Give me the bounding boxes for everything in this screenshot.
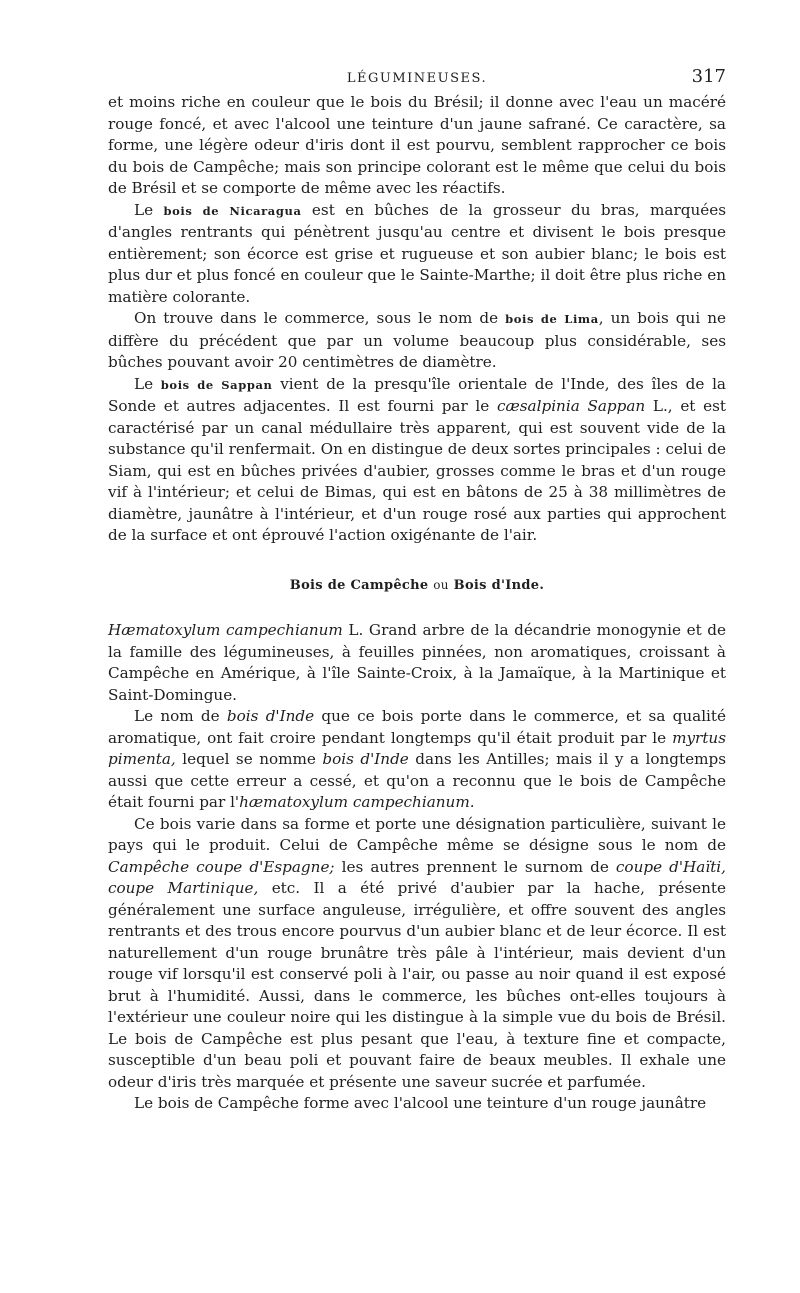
page-header (108, 66, 726, 92)
running-head: LÉGUMINEUSES. (346, 71, 488, 86)
book-page (108, 66, 726, 1115)
term-bois-de-sappan: bois de Sappan (160, 377, 273, 392)
latin-caesalpinia-sappan: cæsalpinia Sappan (496, 397, 646, 415)
term-bois-de-nicaragua: bois de Nicaragua (163, 203, 302, 218)
paragraph-teinture-alcool: Le bois de Campêche forme avec l'alcool une teinture d'un rouge jaunâtre (134, 1094, 707, 1112)
term-bois-de-lima: bois de Lima (505, 312, 599, 326)
paragraph-bresil-continuation: et moins riche en couleur que le bois du Brésil; il donne avec l'eau un macéré rouge foncé, et avec l'alcool une teinture d'un jaune safrané. Ce caractère, sa forme, une légère odeur d'iris dont il est pourvu, semblent rapprocher ce bois du bois de Campêche; mais son principe colorant est le même que celui du bois de Brésil et se comporte de même avec les réactifs. (108, 93, 726, 197)
paragraph-sappan: Le bois de Sappan vient de la presqu'île orientale de l'Inde, des îles de la Sonde et autres adjacentes. Il est fourni par le cæsalpinia Sappan L., et est caractérisé par un canal médullaire très apparent, qui est souvent vide de la substance qu'il renfermait. On en distingue de deux sortes principales : celui de Siam, qui est en bûches privées d'aubier, grosses comme le bras et d'un rouge vif à l'intérieur; et celui de Bimas, qui est en bâtons de 25 à 38 millimètres de diamètre, jaunâtre à l'intérieur, et d'un rouge rosé aux parties qui approchent de la surface et ont éprouvé l'action oxigénante de l'air. (108, 374, 726, 544)
paragraph-nom-bois-d-inde: Le nom de bois d'Inde que ce bois porte dans le commerce, et sa qualité aromatique, ont fait croire pendant longtemps qu'il était produit par le myrtus pimenta, lequel se nomme bois d'Inde dans les Antilles; mais il y a longtemps aussi que cette erreur a cessé, et qu'on a reconnu que le bois de Campêche était fourni par l'hæmatoxylum campechianum. (108, 707, 727, 811)
paragraph-haematoxylum: Hæmatoxylum campechianum L. Grand arbre de la décandrie monogynie et de la famille des légumineuses, à feuilles pinnées, non aromatiques, croissant à Campêche en Amérique, à l'île Sainte-Croix, à la Jamaïque, à la Martinique et Saint-Domingue. (108, 621, 726, 704)
page-number: 317 (691, 66, 726, 87)
paragraph-lima: On trouve dans le commerce, sous le nom de bois de Lima, un bois qui ne diffère du précédent que par un volume beaucoup plus considérable, ses bûches pouvant avoir 20 centimètres de diamètre. (108, 309, 726, 371)
latin-haematoxylum: Hæmatoxylum campechianum (108, 621, 343, 639)
paragraph-nicaragua: Le bois de Nicaragua est en bûches de la grosseur du bras, marquées d'angles rentrants qui pénètrent jusqu'au centre et divisent le bois presque entièrement; son écorce est grise et rugueuse et son aubier blanc; le bois est plus dur et plus foncé en couleur que le Sainte-Marthe; il doit être plus riche en matière colorante. (108, 200, 726, 306)
section-heading: Bois de Campêche ou Bois d'Inde. (289, 577, 545, 593)
paragraph-formes-du-bois: Ce bois varie dans sa forme et porte une désignation particulière, suivant le pays qui le produit. Celui de Campêche même se désigne sous le nom de Campêche coupe d'Espagne; les autres prennent le surnom de coupe d'Haïti, coupe Martinique, etc. Il a été privé d'aubier par la hache, présente généralement une surface anguleuse, irrégulière, et offre souvent des angles rentrants et des trous encore pourvus d'un aubier blanc et de leur écorce. Il est naturellement d'un rouge brunâtre très pâle à l'intérieur, mais devient d'un rouge vif lorsqu'il est conservé poli à l'air, ou passe au noir quand il est exposé brut à l'humidité. Aussi, dans le commerce, les bûches ont-elles toujours à l'extérieur une couleur noire qui les distingue à la simple vue du bois de Brésil. Le bois de Campêche est plus pesant que l'eau, à texture fine et compacte, susceptible d'un beau poli et pouvant faire de beaux meubles. Il exhale une odeur d'iris très marquée et présente une saveur sucrée et parfumée. (108, 814, 726, 1091)
